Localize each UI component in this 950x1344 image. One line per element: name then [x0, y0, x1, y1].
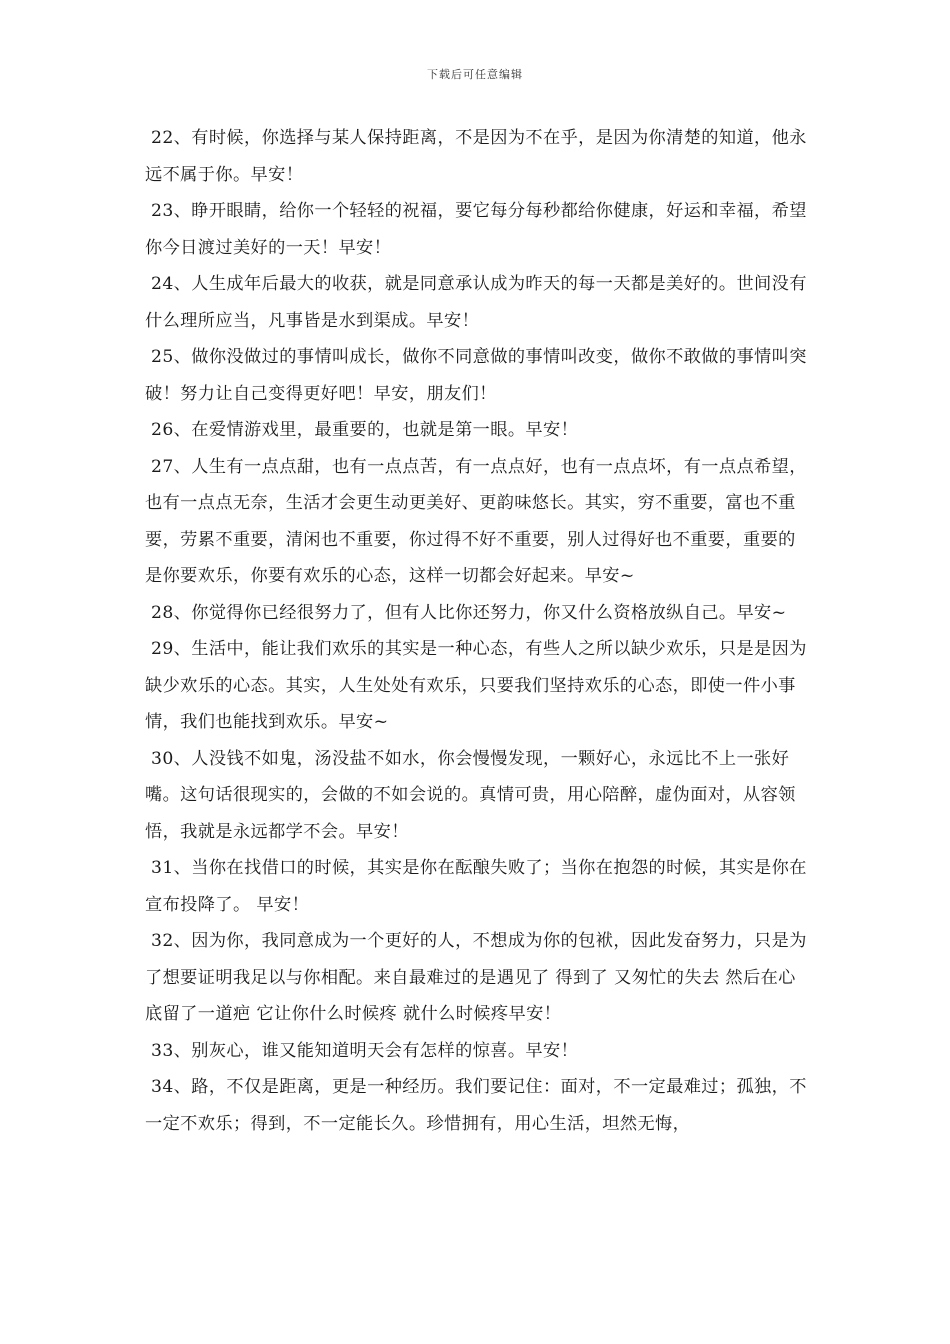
paragraph-31: 31、当你在找借口的时候，其实是你在酝酿失败了；当你在抱怨的时候，其实是你在宣布投降了。 早安！: [145, 858, 807, 915]
paragraph-32: 32、因为你，我同意成为一个更好的人，不想成为你的包袱，因此发奋努力，只是为了想要证明我足以与你相配。来自最难过的是遇见了 得到了 又匆忙的失去 然后在心底留了一道疤 它让你什么时候疼 就什么时候疼早安！: [145, 931, 807, 1024]
paragraph-33: 33、别灰心，谁又能知道明天会有怎样的惊喜。早安！: [151, 1040, 579, 1061]
paragraph-22: 22、有时候，你选择与某人保持距离，不是因为不在乎，是因为你清楚的知道，他永远不属于你。早安！: [145, 128, 807, 185]
paragraph-26: 26、在爱情游戏里，最重要的，也就是第一眼。早安！: [151, 420, 579, 440]
paragraph-23: 23、睁开眼睛，给你一个轻轻的祝福，要它每分每秒都给你健康，好运和幸福，希望你今日渡过美好的一天！早安！: [145, 201, 807, 258]
paragraph-27: 27、人生有一点点甜，也有一点点苦，有一点点好，也有一点点坏，有一点点希望，也有一点点无奈，生活才会更生动更美好、更韵味悠长。其实，穷不重要，富也不重要，劳累不重要，清闲也不重要，你过得不好不重要，别人过得好也不重要，重要的是你要欢乐，你要有欢乐的心态，这样一切都会好起来。早安~: [145, 456, 807, 586]
document-body: [145, 120, 810, 1142]
paragraph-34: 34、路，不仅是距离，更是一种经历。我们要记住：面对，不一定最难过；孤独，不一定不欢乐；得到，不一定能长久。珍惜拥有，用心生活，坦然无悔，: [145, 1077, 807, 1134]
paragraph-25: 25、做你没做过的事情叫成长，做你不同意做的事情叫改变，做你不敢做的事情叫突破！努力让自己变得更好吧！早安，朋友们！: [145, 347, 807, 404]
paragraph-29: 29、生活中，能让我们欢乐的其实是一种心态，有些人之所以缺少欢乐，只是是因为缺少欢乐的心态。其实，人生处处有欢乐，只要我们坚持欢乐的心态，即使一件小事情，我们也能找到欢乐。早安~: [145, 639, 807, 732]
paragraph-24: 24、人生成年后最大的收获，就是同意承认成为昨天的每一天都是美好的。世间没有什么理所应当，凡事皆是水到渠成。早安！: [145, 274, 807, 331]
paragraph-30: 30、人没钱不如鬼，汤没盐不如水，你会慢慢发现，一颗好心，永远比不上一张好嘴。这句话很现实的，会做的不如会说的。真情可贵，用心陪醉，虚伪面对，从容领悟，我就是永远都学不会。早安！: [145, 748, 796, 842]
paragraph-28: 28、你觉得你已经很努力了，但有人比你还努力，你又什么资格放纵自己。早安~: [151, 602, 787, 623]
page-header-note: 下载后可任意编辑: [427, 68, 523, 81]
